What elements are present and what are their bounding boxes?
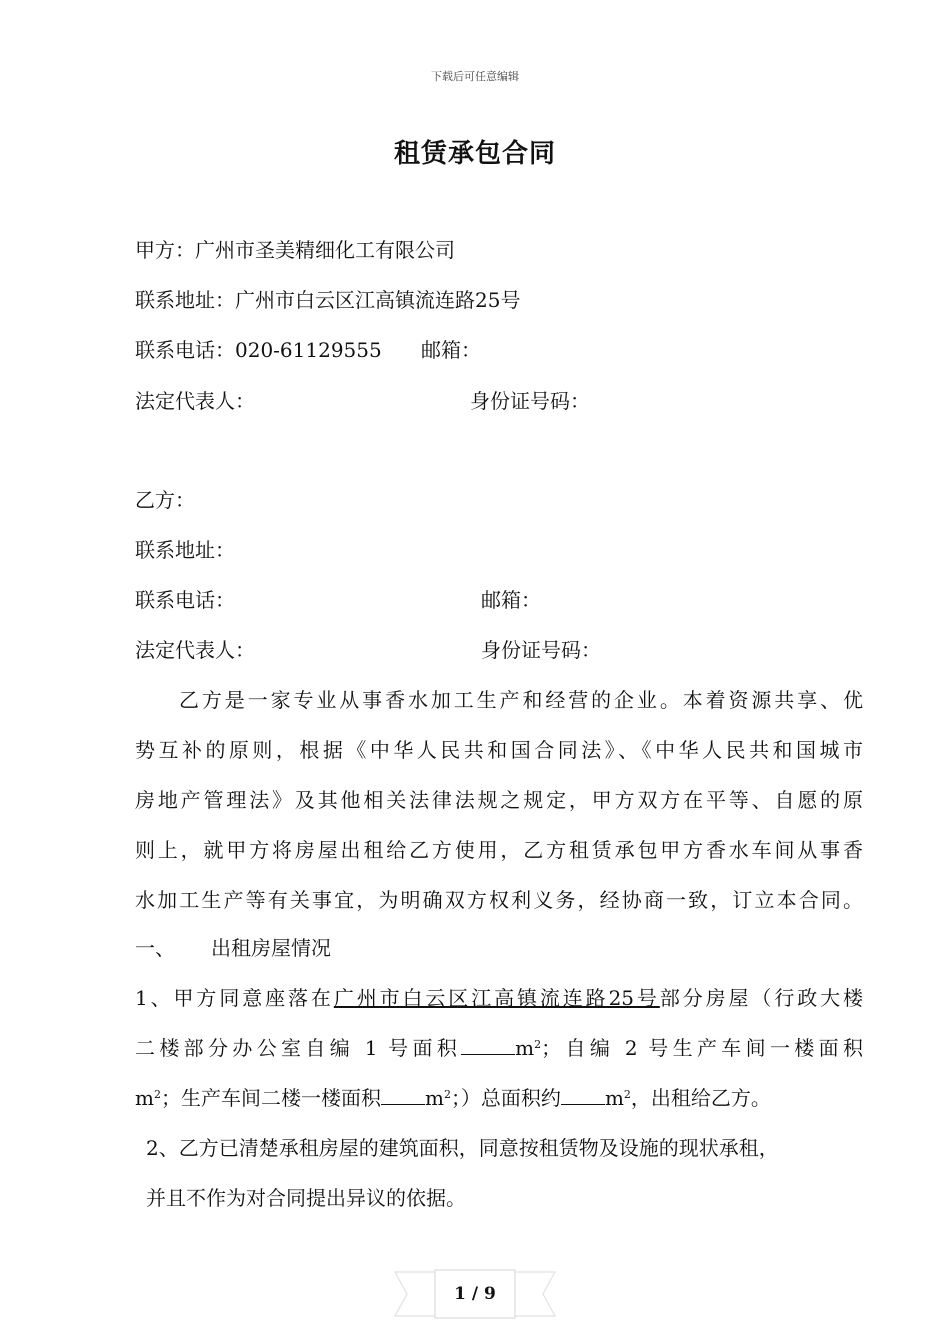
party-a-phone-label: 联系电话： xyxy=(135,338,235,362)
intro-line: 势互补的原则，根据《中华人民共和国合同法》、《中华人民共和国城市 xyxy=(135,738,863,762)
party-b-name-label: 乙方： xyxy=(135,488,195,512)
second-floor-area-blank xyxy=(381,1084,425,1105)
clause-2-line-2: 并且不作为对合同提出异议的依据。 xyxy=(146,1186,466,1210)
intro-line: 房地产管理法》及其他相关法律法规之规定，甲方双方在平等、自愿的原 xyxy=(135,788,863,812)
intro-line: 则上，就甲方将房屋出租给乙方使用，乙方租赁承包甲方香水车间从事香 xyxy=(135,838,863,862)
unit-m: m xyxy=(424,1086,444,1110)
party-a-name: 广州市圣美精细化工有限公司 xyxy=(195,238,455,262)
clause-1-ending: ，出租给乙方。 xyxy=(630,1086,771,1110)
party-a-address: 广州市白云区江高镇流连路25号 xyxy=(235,288,521,312)
unit-sup: 2 xyxy=(153,1088,161,1101)
unit-m: m xyxy=(135,1086,154,1110)
unit-m: m xyxy=(604,1086,624,1110)
clause-2 xyxy=(146,1123,866,1223)
section-1-title: 出租房屋情况 xyxy=(211,936,331,960)
clause-1-line-2 xyxy=(135,1023,863,1073)
clause-1-workshop-area-label: ；自编 2 号生产车间一楼面积 xyxy=(541,1036,863,1060)
clause-1-line-3 xyxy=(135,1073,863,1123)
section-1-heading xyxy=(135,934,331,962)
party-a-name-row xyxy=(135,236,455,264)
party-a-phone-row xyxy=(135,336,382,364)
section-1-number: 一、 xyxy=(135,936,175,960)
unit-sup: 2 xyxy=(623,1088,631,1101)
party-b-id-label: 身份证号码： xyxy=(481,638,601,662)
clause-1 xyxy=(135,973,863,1123)
party-a-email-label: 邮箱： xyxy=(421,338,481,362)
clause-1-line-1 xyxy=(135,973,863,1023)
total-area-blank xyxy=(561,1084,605,1105)
clause-1-office-area-label: 二楼部分办公室自编 1 号面积 xyxy=(135,1036,462,1060)
clause-1-location: 广州市白云区江高镇流连路25号 xyxy=(333,986,660,1010)
party-b-address-label: 联系地址： xyxy=(135,538,235,562)
party-a-address-label: 联系地址： xyxy=(135,288,235,312)
intro-paragraph xyxy=(135,675,863,925)
party-b-rep-label: 法定代表人： xyxy=(135,638,255,662)
clause-1-second-floor-label: ；生产车间二楼一楼面积 xyxy=(160,1086,381,1110)
unit-sup: 2 xyxy=(534,1038,542,1051)
clause-1-prefix: 1、甲方同意座落在 xyxy=(135,986,334,1010)
party-a-id-label: 身份证号码： xyxy=(470,389,590,413)
party-b-phone-label: 联系电话： xyxy=(135,588,235,612)
party-a-address-row xyxy=(135,286,520,314)
party-b-email-label: 邮箱： xyxy=(481,588,541,612)
intro-line: 水加工生产等有关事宜，为明确双方权利义务，经协商一致，订立本合同。 xyxy=(135,888,863,912)
page-number: 1 / 9 xyxy=(454,1284,496,1304)
party-a-phone: 020-61129555 xyxy=(235,338,382,362)
document-title: 租赁承包合同 xyxy=(393,139,556,169)
clause-1-after-location: 部分房屋（行政大楼 xyxy=(659,986,864,1010)
party-a-name-label: 甲方： xyxy=(135,238,195,262)
clause-2-line-1: 2、乙方已清楚承租房屋的建筑面积，同意按租赁物及设施的现状承租， xyxy=(146,1136,779,1160)
page-header-note: 下载后可任意编辑 xyxy=(431,70,519,83)
unit-sup: 2 xyxy=(443,1088,451,1101)
party-a-rep-label: 法定代表人： xyxy=(135,389,255,413)
intro-line: 乙方是一家专业从事香水加工生产和经营的企业。本着资源共享、优 xyxy=(179,688,863,712)
office-area-blank xyxy=(461,1034,515,1055)
unit-m: m xyxy=(515,1036,535,1060)
clause-1-total-area-label: ；）总面积约 xyxy=(450,1086,561,1110)
